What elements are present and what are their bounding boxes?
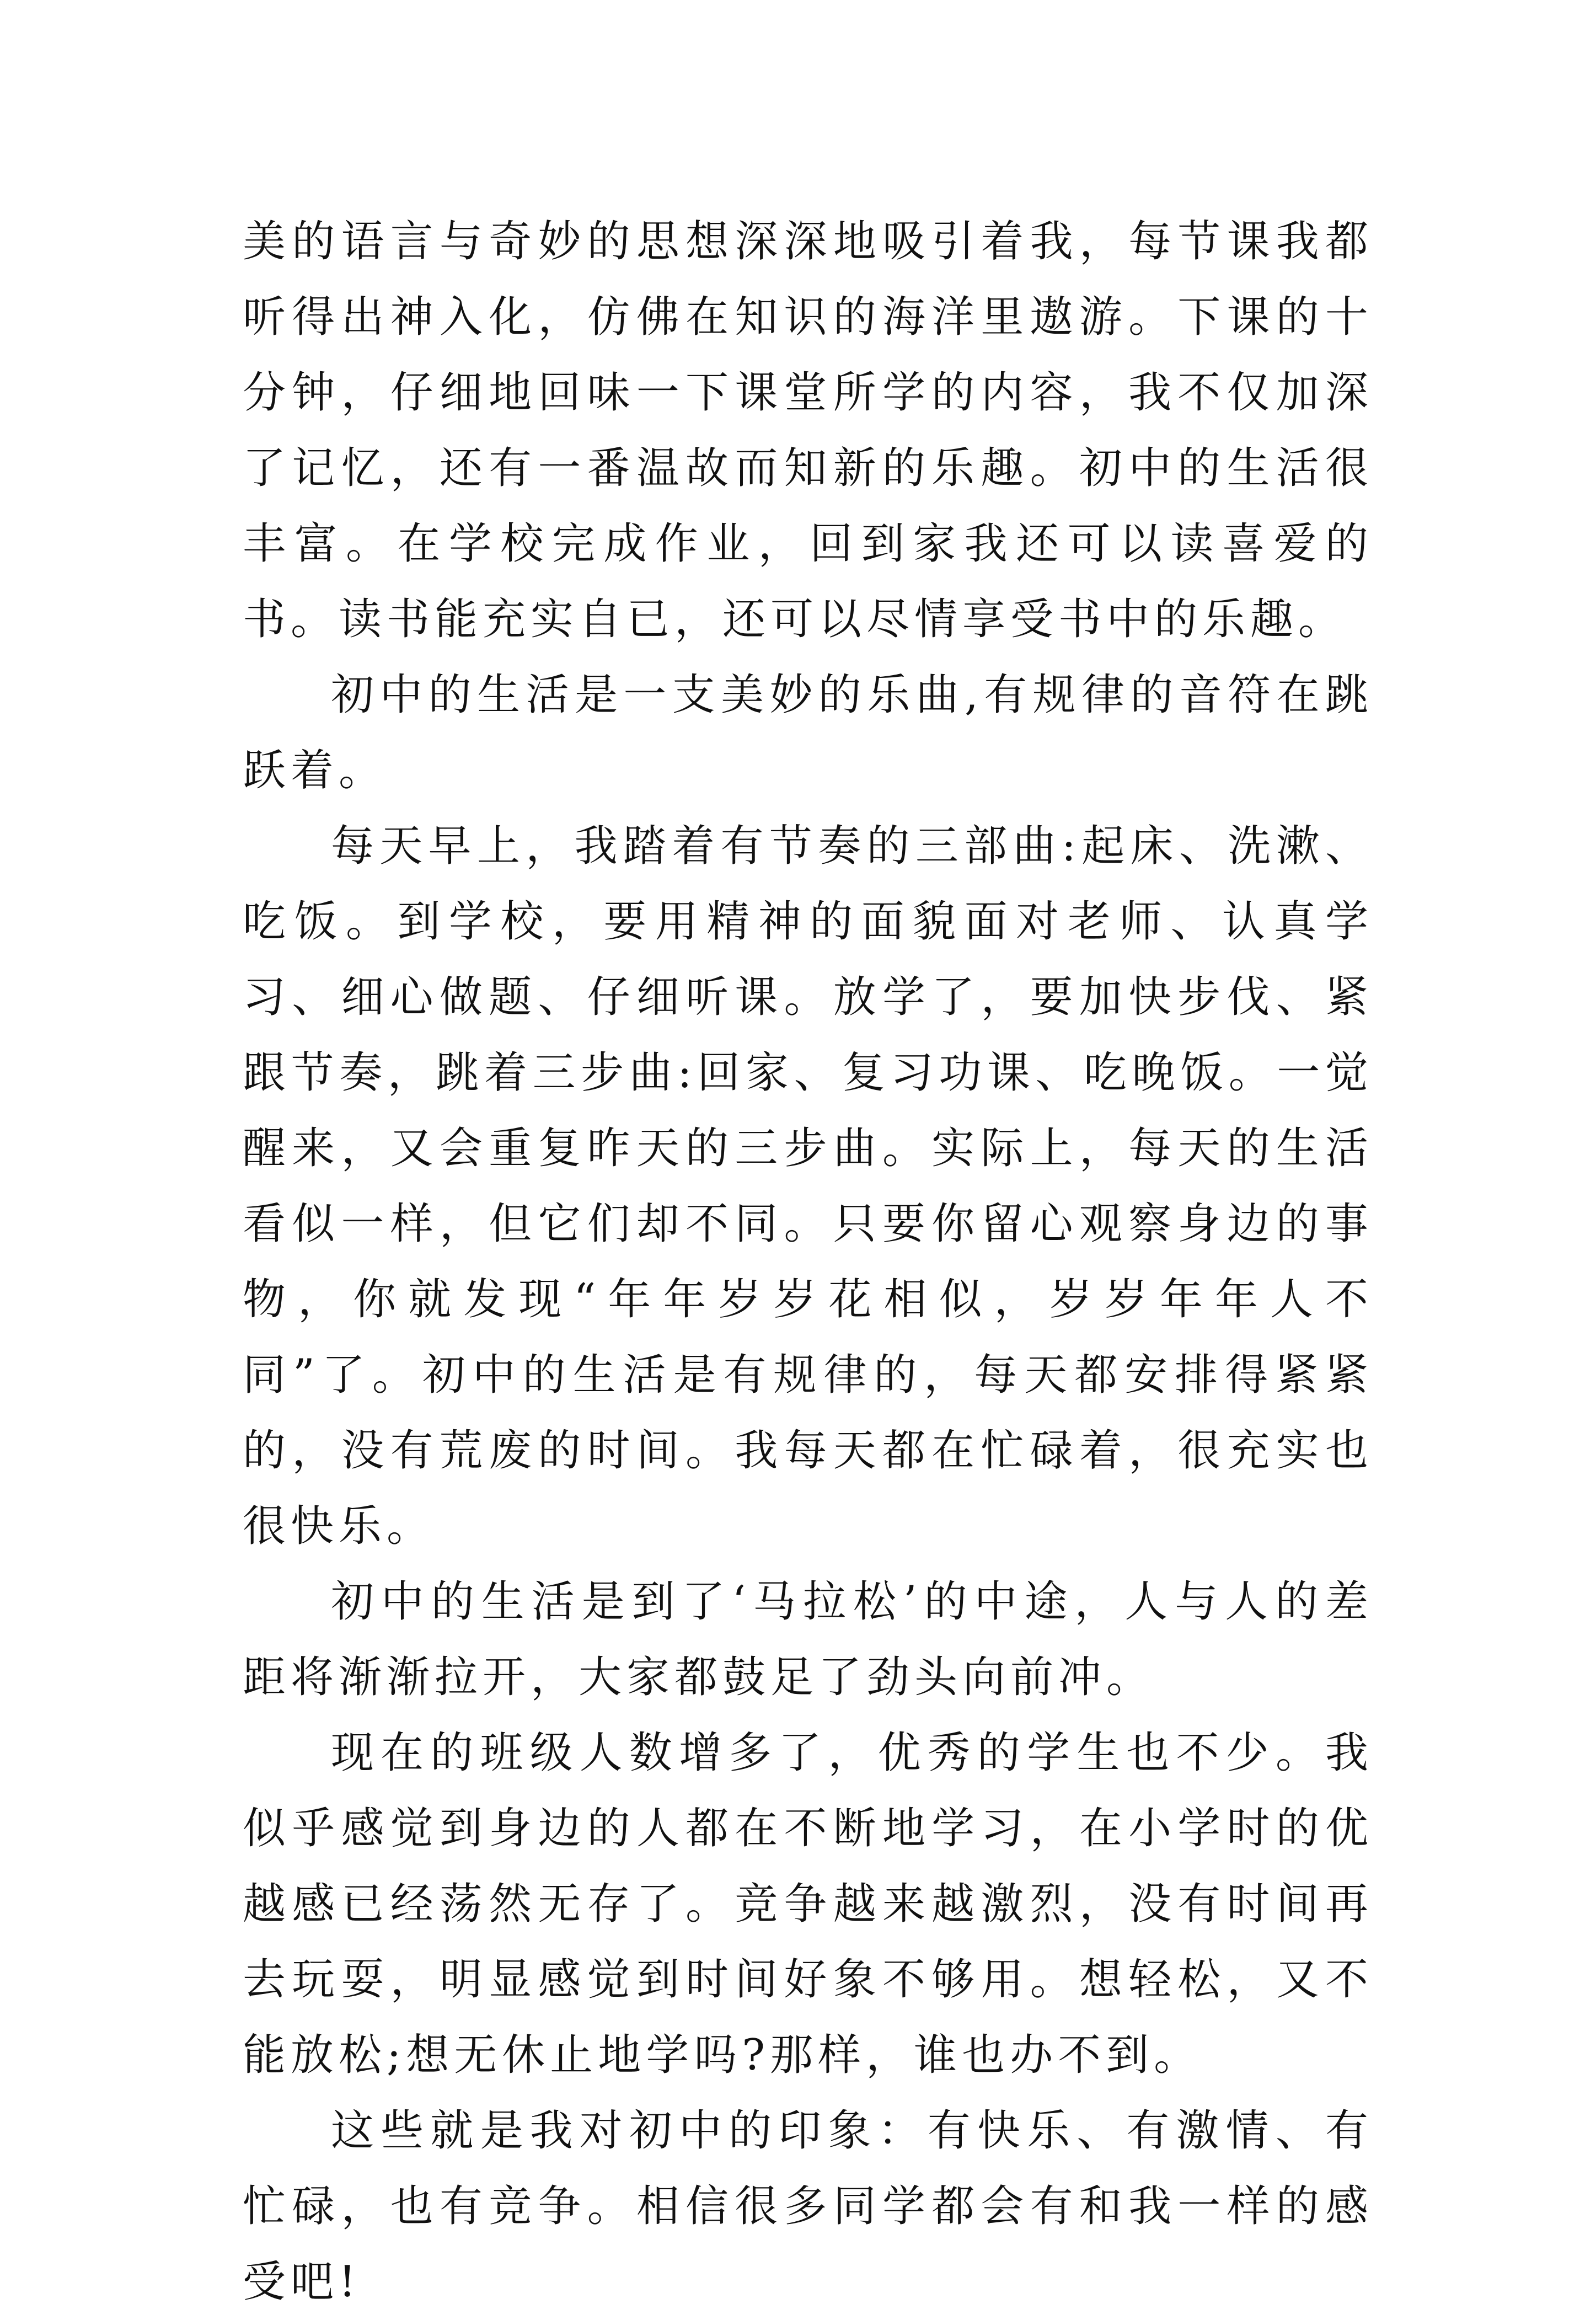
paragraph-6: 这些就是我对初中的印象：有快乐、有激情、有忙碌，也有竞争。相信很多同学都会有和我一样的感受吧! [243, 2106, 1373, 2307]
document-body [243, 204, 1373, 2320]
paragraph-5: 现在的班级人数增多了，优秀的学生也不少。我似乎感觉到身边的人都在不断地学习，在小学时的优越感已经荡然无存了。竞争越来越激烈，没有时间再去玩耍，明显感觉到时间好象不够用。想轻松，又不能放松;想无休止地学吗?那样，谁也办不到。 [243, 1728, 1373, 2080]
paragraph-1: 美的语言与奇妙的思想深深地吸引着我，每节课我都听得出神入化，仿佛在知识的海洋里遨游。下课的十分钟，仔细地回味一下课堂所学的内容，我不仅加深了记忆，还有一番温故而知新的乐趣。初中的生活很丰富。在学校完成作业，回到家我还可以读喜爱的书。读书能充实自已，还可以尽情享受书中的乐趣。 [243, 217, 1373, 644]
paragraph-4: 初中的生活是到了‘马拉松’的中途，人与人的差距将渐渐拉开，大家都鼓足了劲头向前冲。 [243, 1577, 1373, 1702]
paragraph-2: 初中的生活是一支美妙的乐曲,有规律的音符在跳跃着。 [243, 670, 1373, 795]
paragraph-3: 每天早上，我踏着有节奏的三部曲:起床、洗漱、吃饭。到学校，要用精神的面貌面对老师、认真学习、细心做题、仔细听课。放学了，要加快步伐、紧跟节奏，跳着三步曲:回家、复习功课、吃晚饭。一觉醒来，又会重复昨天的三步曲。实际上，每天的生活看似一样，但它们却不同。只要你留心观察身边的事物，你就发现“年年岁岁花相似，岁岁年年人不同”了。初中的生活是有规律的，每天都安排得紧紧的，没有荒废的时间。我每天都在忙碌着，很充实也很快乐。 [243, 821, 1373, 1551]
